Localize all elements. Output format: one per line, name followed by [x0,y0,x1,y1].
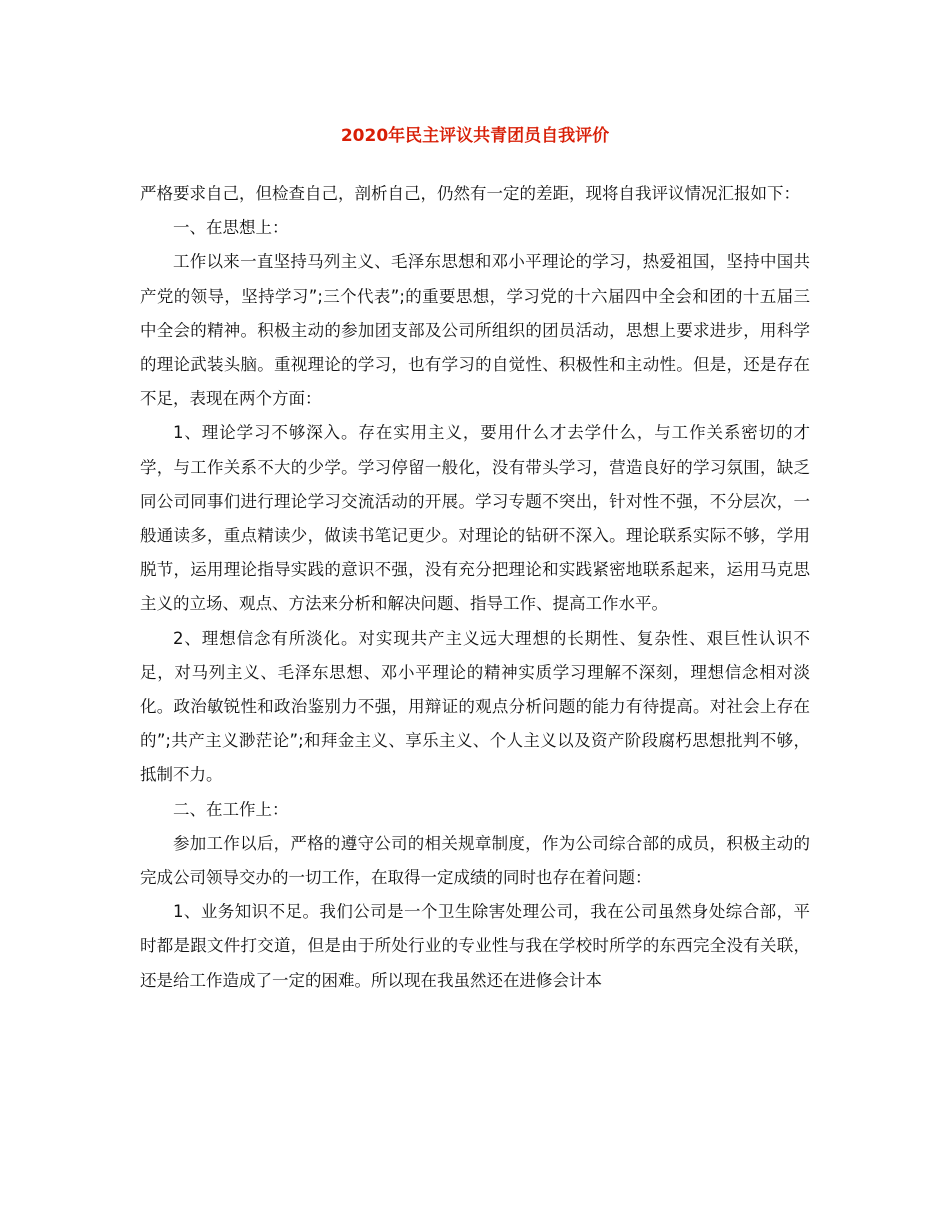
document-title: 2020年民主评议共青团员自我评价 [340,126,610,146]
document-body [140,177,810,998]
paragraph-intro: 严格要求自己，但检查自己，剖析自己，仍然有一定的差距，现将自我评议情况汇报如下： [140,184,800,203]
paragraph-ideals: 2、理想信念有所淡化。对实现共产主义远大理想的长期性、复杂性、艰巨性认识不足，对马列主义、毛泽东思想、邓小平理论的精神实质学习理解不深刻，理想信念相对淡化。政治敏锐性和政治鉴别力不强，用辩证的观点分析问题的能力有待提高。对社会上存在的”;共产主义渺茫论”;和拜金主义、享乐主义、个人主义以及资产阶段腐朽思想批判不够，抵制不力。 [140,628,810,785]
paragraph-theory-study: 1、理论学习不够深入。存在实用主义，要用什么才去学什么，与工作关系密切的才学，与工作关系不大的少学。学习停留一般化，没有带头学习，营造良好的学习氛围，缺乏同公司同事们进行理论学习交流活动的开展。学习专题不突出，针对性不强，不分层次，一般通读多，重点精读少，做读书笔记更少。对理论的钻研不深入。理论联系实际不够，学用脱节，运用理论指导实践的意识不强，没有充分把理论和实践紧密地联系起来，运用马克思主义的立场、观点、方法来分析和解决问题、指导工作、提高工作水平。 [140,423,810,614]
paragraph-work: 参加工作以后，严格的遵守公司的相关规章制度，作为公司综合部的成员，积极主动的完成公司领导交办的一切工作，在取得一定成绩的同时也存在着问题： [140,833,810,888]
section-heading-thought: 一、在思想上： [173,218,289,238]
paragraph-business-knowledge: 1、业务知识不足。我们公司是一个卫生除害处理公司，我在公司虽然身处综合部，平时都是跟文件打交道，但是由于所处行业的专业性与我在学校时所学的东西完全没有关联，还是给工作造成了一定的困难。所以现在我虽然还在进修会计本 [140,902,810,990]
paragraph-thought: 工作以来一直坚持马列主义、毛泽东思想和邓小平理论的学习，热爱祖国，坚持中国共产党的领导，坚持学习”;三个代表”;的重要思想，学习党的十六届四中全会和团的十五届三中全会的精神。积极主动的参加团支部及公司所组织的团员活动，思想上要求进步，用科学的理论武装头脑。重视理论的学习，也有学习的自觉性、积极性和主动性。但是，还是存在不足，表现在两个方面： [140,252,810,409]
section-heading-work: 二、在工作上： [173,799,289,819]
